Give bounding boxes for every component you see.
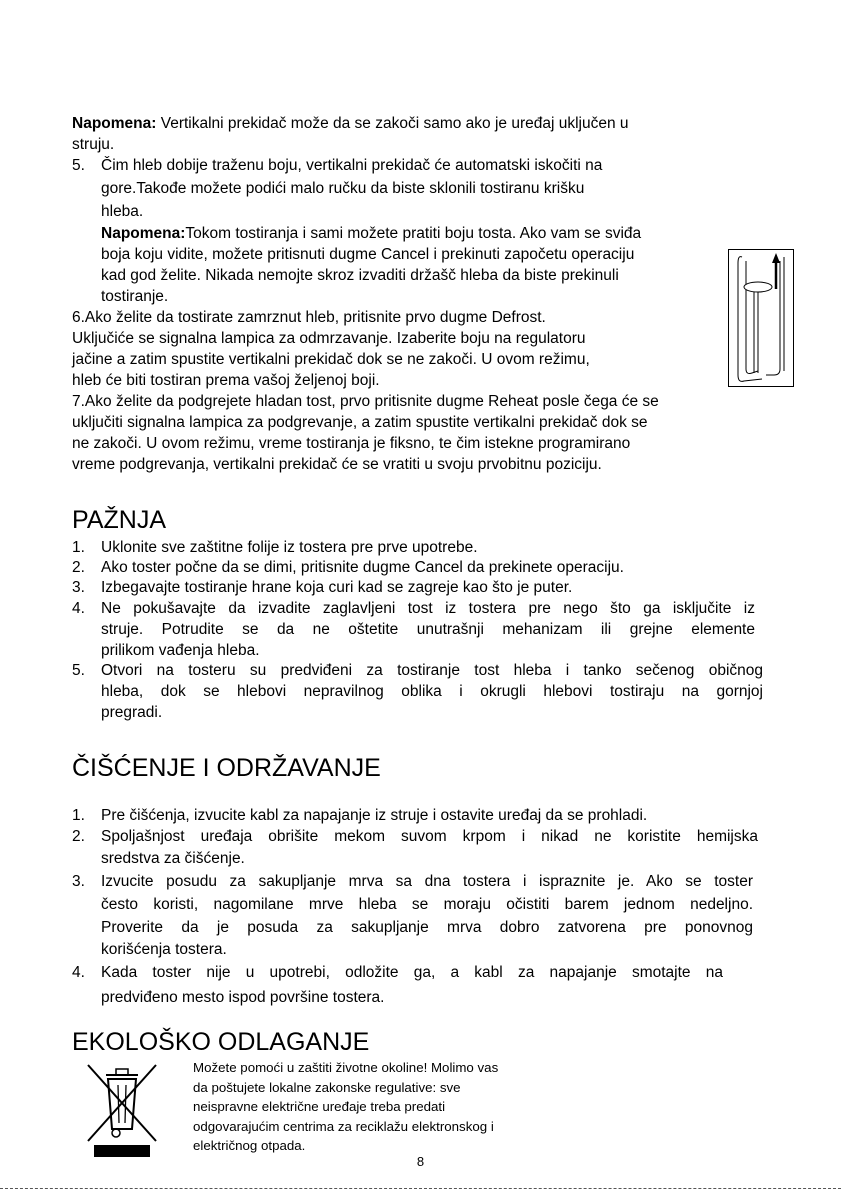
step-5-line-2: gore.Takođe možete podići malo ručku da biste sklonili tostiranu krišku (101, 180, 585, 197)
crossed-out-wheelie-bin-icon (82, 1059, 162, 1159)
eco-heading: EKOLOŠKO ODLAGANJE (72, 1028, 370, 1056)
caution-item-line: prilikom vađenja hleba. (101, 642, 260, 659)
note2-line-4: tostiranje. (101, 288, 169, 305)
para-6-line-2: Uključiće se signalna lampica za odmrzavanje. Izaberite boju na regulatoru (72, 330, 586, 347)
para-7-line-2: uključiti signalna lampica za podgrevanje, a zatim spustite vertikalni prekidač dok se (72, 414, 648, 431)
caution-item-line: struje. Potrudite se da ne oštetite unutrašnji mehanizam ili grejne elemente (101, 621, 755, 638)
toaster-lever-diagram-icon (728, 249, 794, 387)
caution-item-line: Ne pokušavajte da izvadite zaglavljeni tost iz tostera pre nego što ga isključite iz (101, 600, 755, 617)
eco-text-line: Možete pomoći u zaštiti životne okoline! Molimo vas (193, 1060, 499, 1075)
caution-item-number: 1. (72, 539, 85, 556)
cleaning-item-line: Proverite da je posuda za sakupljanje mrva dobro zatvorena pre ponovnog (101, 919, 753, 936)
para-6-line-1: 6.Ako želite da tostirate zamrznut hleb, pritisnite prvo dugme Defrost. (72, 309, 546, 326)
caution-item-line: Uklonite sve zaštitne folije iz tostera pre prve upotrebe. (101, 539, 478, 556)
caution-item-number: 5. (72, 662, 85, 679)
page-bottom-rule (0, 1188, 841, 1189)
cleaning-item-line: Spoljašnjost uređaja obrišite mekom suvom krpom i nikad ne koristite hemijska (101, 828, 758, 845)
caution-item-line: Izbegavajte tostiranje hrane koja curi kad se zagreje kao što je puter. (101, 579, 573, 596)
eco-text-line: odgovarajućim centrima za reciklažu elektronskog i (193, 1118, 494, 1134)
cleaning-item-line: korišćenja tostera. (101, 941, 227, 958)
note-label: Napomena: (72, 115, 157, 132)
note2-line-2: boja koju vidite, možete pritisnuti dugme Cancel i prekinuti započetu operaciju (101, 246, 635, 263)
caution-item-line: pregradi. (101, 704, 163, 721)
page-number: 8 (416, 1154, 425, 1169)
eco-text-line: neispravne električne uređaje treba predati (193, 1099, 446, 1114)
para-6-line-3: jačine a zatim spustite vertikalni prekidač dok se ne zakoči. U ovom režimu, (72, 351, 590, 368)
caution-item-number: 3. (72, 579, 85, 596)
note2-label: Napomena: (101, 225, 186, 242)
caution-item-number: 4. (72, 600, 85, 617)
note2-line-3: kad god želite. Nikada nemojte skroz izvaditi držašč hleba da biste prekinuli (101, 267, 619, 284)
caution-item-line: Ako toster počne da se dimi, pritisnite dugme Cancel da prekinete operaciju. (101, 559, 624, 576)
caution-item-line: hleba, dok se hlebovi nepravilnog oblika i okrugli hlebovi tostiraju na gornjoj (101, 683, 763, 700)
cleaning-item-line: Pre čišćenja, izvucite kabl za napajanje iz struje i ostavite uređaj da se prohladi. (101, 807, 648, 824)
cleaning-item-number: 2. (72, 828, 85, 845)
para-7-line-4: vreme podgrevanja, vertikalni prekidač će se vratiti u svoju prvobitnu poziciju. (72, 456, 602, 473)
caution-item-number: 2. (72, 559, 85, 576)
step-5-line-1: Čim hleb dobije traženu boju, vertikalni prekidač će automatski iskočiti na (101, 157, 603, 174)
caution-heading: PAŽNJA (72, 506, 166, 534)
cleaning-item-line: Kada toster nije u upotrebi, odložite ga, a kabl za napajanje smotajte na (101, 964, 723, 981)
note2-text: Tokom tostiranja i sami možete pratiti boju tosta. Ako vam se sviđa (185, 225, 642, 242)
cleaning-item-number: 3. (72, 873, 85, 890)
cleaning-heading: ČIŠĆENJE I ODRŽAVANJE (72, 754, 381, 782)
cleaning-item-line: predviđeno mesto ispod površine tostera. (101, 989, 385, 1006)
note-line-2: struju. (72, 136, 115, 153)
eco-text-line: da poštujete lokalne zakonske regulative: sve (193, 1079, 461, 1095)
step-5-number: 5. (72, 157, 85, 174)
step-5-line-3: hleba. (101, 203, 144, 220)
para-6-line-4: hleb će biti tostiran prema vašoj željenoj boji. (72, 372, 380, 389)
cleaning-item-number: 1. (72, 807, 85, 824)
cleaning-item-line: Izvucite posudu za sakupljanje mrva sa dna tostera i ispraznite je. Ako se toster (101, 873, 753, 890)
note-line-1 (72, 113, 629, 134)
cleaning-item-line: često koristi, nagomilane mrve hleba se moraju očistiti barem jednom nedeljno. (101, 896, 753, 913)
note-text: Vertikalni prekidač može da se zakoči samo ako je uređaj uključen u (156, 115, 629, 132)
note2-line-1 (101, 223, 641, 244)
cleaning-item-line: sredstva za čišćenje. (101, 850, 245, 867)
para-7-line-3: ne zakoči. U ovom režimu, vreme tostiranja je fiksno, te čim istekne programirano (72, 435, 631, 452)
para-7-line-1: 7.Ako želite da podgrejete hladan tost, prvo pritisnite dugme Reheat posle čega će se (72, 393, 659, 410)
cleaning-item-number: 4. (72, 964, 85, 981)
eco-text-line: električnog otpada. (193, 1138, 306, 1153)
caution-item-line: Otvori na tosteru su predviđeni za tostiranje tost hleba i tanko sečenog običnog (101, 662, 763, 679)
